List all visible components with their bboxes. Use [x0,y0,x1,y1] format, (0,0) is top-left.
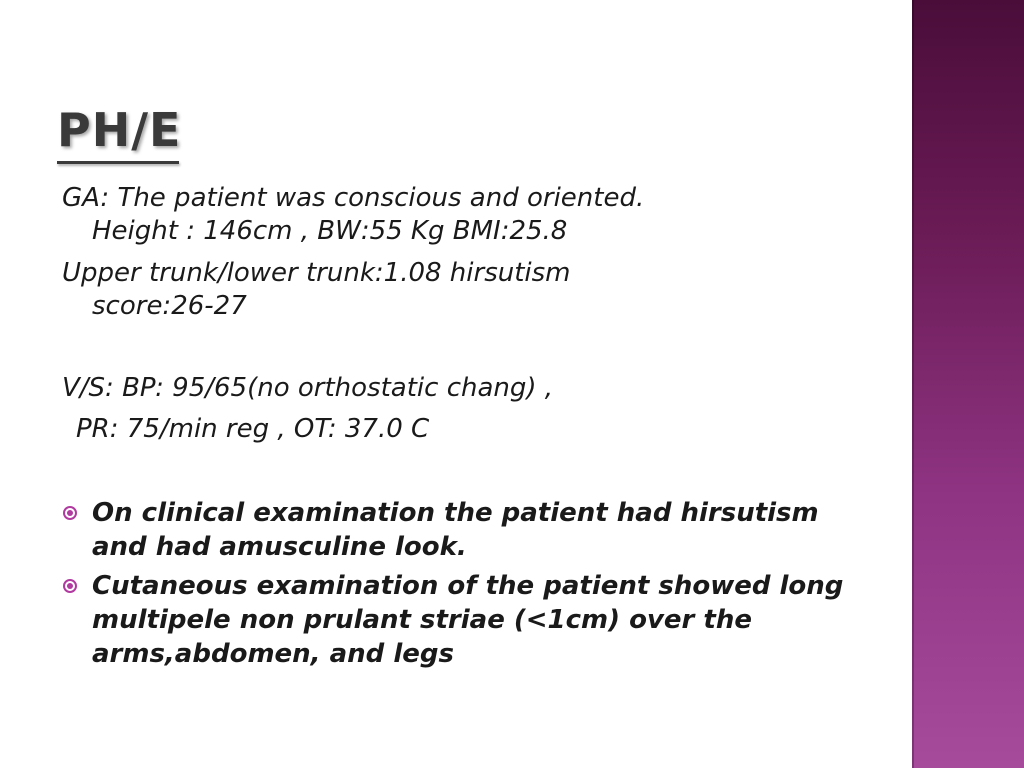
circle-bullet-icon [63,506,77,520]
slide-title: PH/E [57,103,182,157]
bullet-text: On clinical examination the patient had hirsutism and had amusculine look. [92,498,819,562]
pulse-temperature-line [62,413,876,446]
decorative-side-band [912,0,1024,768]
line-continuation: Height : 146cm , BW:55 Kg BMI:25.8 [92,216,568,246]
vital-signs-line [62,372,892,405]
line-text: GA: The patient was conscious and oriented. [62,183,645,213]
line-continuation: score:26-27 [92,291,247,321]
line-text: PR: 75/min reg , OT: 37.0 C [76,414,430,444]
trunk-ratio-line [62,257,892,323]
general-appearance-line [62,182,892,248]
bullet-text: Cutaneous examination of the patient showed long multipele non prulant striae (<1cm) over the arms,abdomen, and legs [92,571,844,669]
bullet-item-cutaneous-exam [62,569,882,671]
line-text: V/S: BP: 95/65(no orthostatic chang) , [62,373,554,403]
circle-bullet-icon [63,579,77,593]
line-text: Upper trunk/lower trunk:1.08 hirsutism [62,258,571,288]
bullet-item-clinical-exam [62,496,882,564]
title-underline [57,161,179,164]
